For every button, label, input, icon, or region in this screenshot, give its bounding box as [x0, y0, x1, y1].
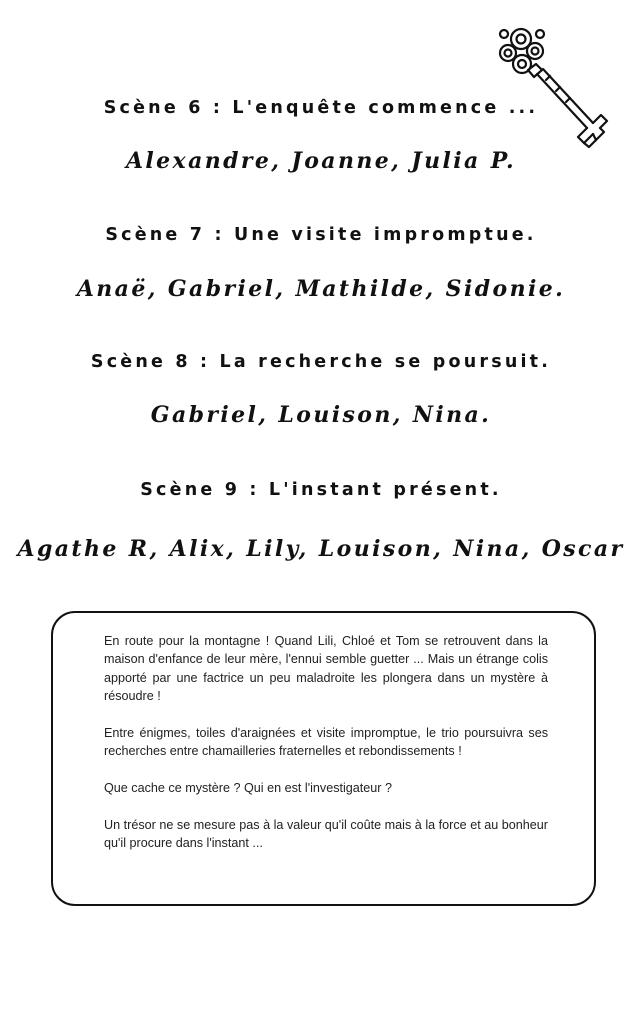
summary-text: [104, 632, 548, 853]
scene-9-title: Scène 9 : L'instant présent.: [140, 480, 502, 500]
summary-paragraph-1: En route pour la montagne ! Quand Lili, Chloé et Tom se retrouvent dans la maison d'enfance de leur mère, l'ennui semble guetter ... Mais un étrange colis apporté par une factrice un peu maladroite les plongera dans un mystère à résoudre !: [104, 634, 548, 704]
scene-7-title: Scène 7 : Une visite impromptue.: [105, 225, 537, 245]
antique-key-icon: [494, 20, 612, 150]
summary-paragraph-4: Un trésor ne se mesure pas à la valeur qu'il coûte mais à la force et au bonheur qu'il procure dans l'instant ...: [104, 818, 548, 851]
scene-9-cast: Agathe R, Alix, Lily, Louison, Nina, Oscar: [17, 536, 625, 562]
summary-box: [51, 611, 596, 906]
summary-paragraph-3: Que cache ce mystère ? Qui en est l'investigateur ?: [104, 781, 393, 796]
summary-paragraph-2: Entre énigmes, toiles d'araignées et visite impromptue, le trio poursuivra ses recherches entre chamailleries fraternelles et rebondissements !: [104, 726, 548, 759]
scene-8-cast: Gabriel, Louison, Nina.: [150, 402, 492, 428]
scene-6-cast: Alexandre, Joanne, Julia P.: [125, 148, 517, 174]
scene-7-cast: Anaë, Gabriel, Mathilde, Sidonie.: [76, 276, 566, 302]
scene-8-title: Scène 8 : La recherche se poursuit.: [90, 352, 552, 372]
scene-6-title: Scène 6 : L'enquête commence ...: [103, 98, 539, 118]
